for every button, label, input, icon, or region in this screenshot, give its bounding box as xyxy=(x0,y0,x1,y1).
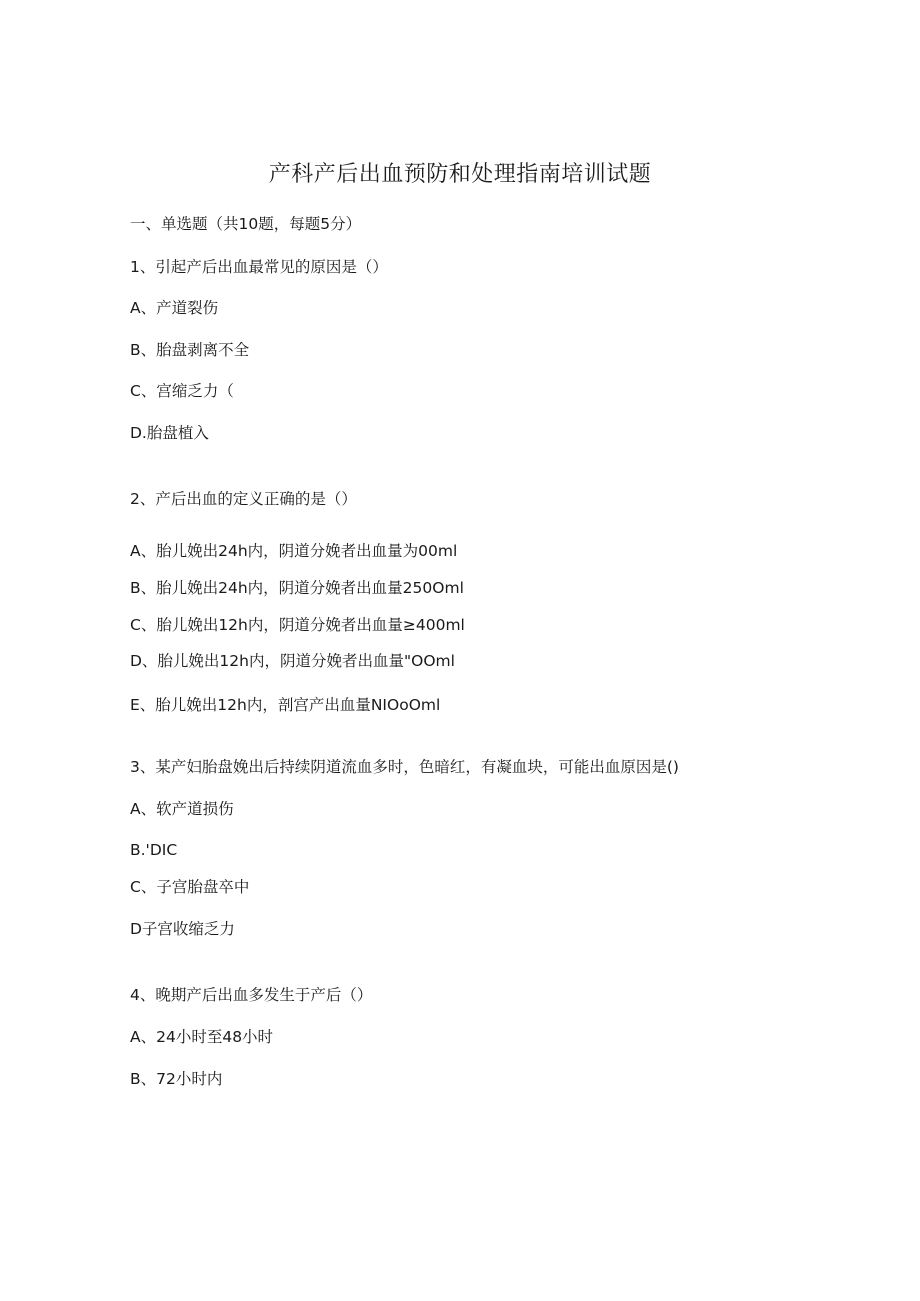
question-3-option-d: D子宫收缩乏力 xyxy=(130,920,235,938)
question-1-option-a: A、产道裂伤 xyxy=(130,299,219,317)
question-1-stem: 1、引起产后出血最常见的原因是（） xyxy=(130,258,388,276)
question-2-option-a: A、胎儿娩出24h内，阴道分娩者出血量为00ml xyxy=(130,542,458,560)
question-2-stem: 2、产后出血的定义正确的是（） xyxy=(130,490,357,508)
question-3-stem: 3、某产妇胎盘娩出后持续阴道流血多时，色暗红，有凝血块，可能出血原因是() xyxy=(130,758,679,776)
section-heading: 一、单选题（共10题，每题5分） xyxy=(130,215,362,233)
question-1-option-d: D.胎盘植入 xyxy=(130,424,209,442)
question-4-option-a: A、24小时至48小时 xyxy=(130,1028,274,1046)
question-4-option-b: B、72小时内 xyxy=(130,1070,223,1088)
question-2-option-d: D、胎儿娩出12h内，阴道分娩者出血量"OOml xyxy=(130,652,455,670)
question-2-option-c: C、胎儿娩出12h内，阴道分娩者出血量≥400ml xyxy=(130,616,465,634)
page-title: 产科产后出血预防和处理指南培训试题 xyxy=(268,162,652,187)
question-2-option-b: B、胎儿娩出24h内，阴道分娩者出血量250Oml xyxy=(130,579,464,597)
question-1-option-c: C、宫缩乏力（ xyxy=(130,382,234,400)
question-2-option-e: E、胎儿娩出12h内，剖宫产出血量NIOoOml xyxy=(130,696,441,714)
question-3-option-c: C、子宫胎盘卒中 xyxy=(130,878,250,896)
question-4-stem: 4、晚期产后出血多发生于产后（） xyxy=(130,986,373,1004)
question-1-option-b: B、胎盘剥离不全 xyxy=(130,341,250,359)
question-3-option-b: B.'DIC xyxy=(130,841,178,859)
question-3-option-a: A、软产道损伤 xyxy=(130,800,234,818)
